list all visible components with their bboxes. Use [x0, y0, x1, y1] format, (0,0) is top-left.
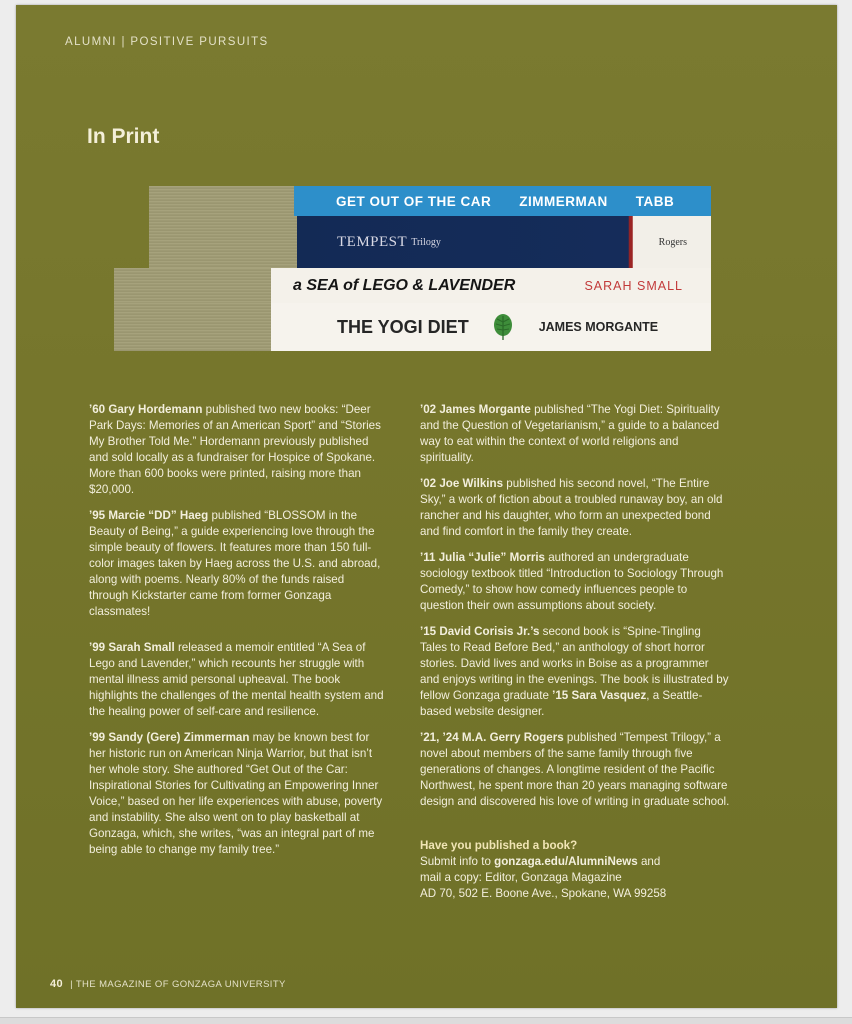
submission-callout: Have you published a book? Submit info to gonzaga.edu/AlumniNews and mail a copy: Editor, Gonzaga Magazine AD 70, 502 E. Boone Ave., Spokane, WA 99258 [420, 838, 730, 902]
entry: ’21, ’24 M.A. Gerry Rogers published “Tempest Trilogy,” a novel about members of the same family through five generations of changes. A longtime resident of the Pacific Northwest, he spent more than 20 years managing software design and discovered his love of writing in graduate school. [420, 731, 730, 808]
page-number: 40 [50, 978, 64, 990]
magazine-page [16, 5, 837, 1008]
entry: ’99 Sarah Small released a memoir entitled “A Sea of Lego and Lavender,” which recounts her struggle with mental illness amid personal upheaval. The book highlights the challenges of the mental health system and the healing power of self-care and resilience. [89, 641, 384, 718]
book-subtitle: Trilogy [411, 236, 441, 248]
section-label: ALUMNI | POSITIVE PURSUITS [65, 36, 269, 48]
entry: ’15 David Corisis Jr.’s second book is “Spine-Tingling Tales to Read Before Bed,” an anthology of short horror stories. David lives and works in Boise as a programmer and enjoys writing in the evenings. The book is illustrated by fellow Gonzaga graduate ’15 Sara Vasquez, a Seattle-based website designer. [420, 625, 729, 718]
entry: ’95 Marcie “DD” Haeg published “BLOSSOM in the Beauty of Being,” a guide experiencing love through the simple beauty of flowers. It features more than 150 full-color images taken by Haeg across the U.S. and abroad, along with poems. Nearly 80% of the funds raised through Kickstarter came from former Gonzaga classmates! [89, 509, 381, 618]
page-footer [50, 978, 286, 990]
book-author: ZIMMERMAN [519, 193, 608, 209]
entry: ’99 Sandy (Gere) Zimmerman may be known best for her historic run on American Ninja Warrior, but that isn’t her whole story. She authored “Get Out of the Car: Inspirational Stories for Cultivating an Empowering Inner Voice,” based on her life experiences with abuse, poverty and instability. She also went on to play basketball at Gonzaga, which, she writes, “was an integral part of me being able to change my family tree.” [89, 731, 383, 856]
page-title: In Print [87, 125, 160, 148]
bottom-strip [0, 1017, 852, 1024]
entry: ’60 Gary Hordemann published two new books: “Deer Park Days: Memories of an American Sport” and “Stories My Brother Told Me.” Hordemann previously published and sold locally as a fundraiser for Hospice of Spokane. More than 600 books were printed, raising more than $20,000. [89, 403, 381, 496]
magazine-name: | THE MAGAZINE OF GONZAGA UNIVERSITY [70, 979, 286, 990]
book-stack-photo [114, 180, 714, 352]
book-title: THE YOGI DIET [337, 316, 469, 337]
book-get-out-of-the-car [149, 186, 711, 216]
left-column [89, 402, 385, 868]
book-author: TABB [635, 193, 675, 209]
alumni-news-link[interactable]: gonzaga.edu/AlumniNews [494, 855, 638, 868]
book-title: GET OUT OF THE CAR [336, 193, 492, 209]
book-the-yogi-diet [114, 303, 711, 351]
book-author: JAMES MORGANTE [538, 320, 659, 334]
book-tempest-trilogy [149, 216, 711, 268]
entry: ’11 Julia “Julie” Morris authored an undergraduate sociology textbook titled “Introduction to Sociology Through Comedy,” to show how comedy influences people to question their own assumptions about society. [420, 551, 724, 612]
book-author: SARAH SMALL [584, 278, 683, 293]
leaf-icon [491, 313, 515, 341]
callout-title: Have you published a book? [420, 839, 578, 852]
right-column [420, 402, 730, 902]
entry: ’02 James Morgante published “The Yogi Diet: Spirituality and the Question of Vegetarianism,” a guide to a balanced way to eat within the context of world religions and spirituality. [420, 403, 720, 464]
book-title: a SEA of LEGO & LAVENDER [293, 276, 516, 294]
book-title: TEMPEST [337, 233, 408, 250]
book-sea-of-lego [114, 268, 711, 303]
entry: ’02 Joe Wilkins published his second novel, “The Entire Sky,” a work of fiction about a troubled runaway boy, an old rancher and his daughter, who form an unexpected bond and find comfort in the family they create. [420, 477, 723, 538]
book-author: Rogers [658, 236, 687, 248]
